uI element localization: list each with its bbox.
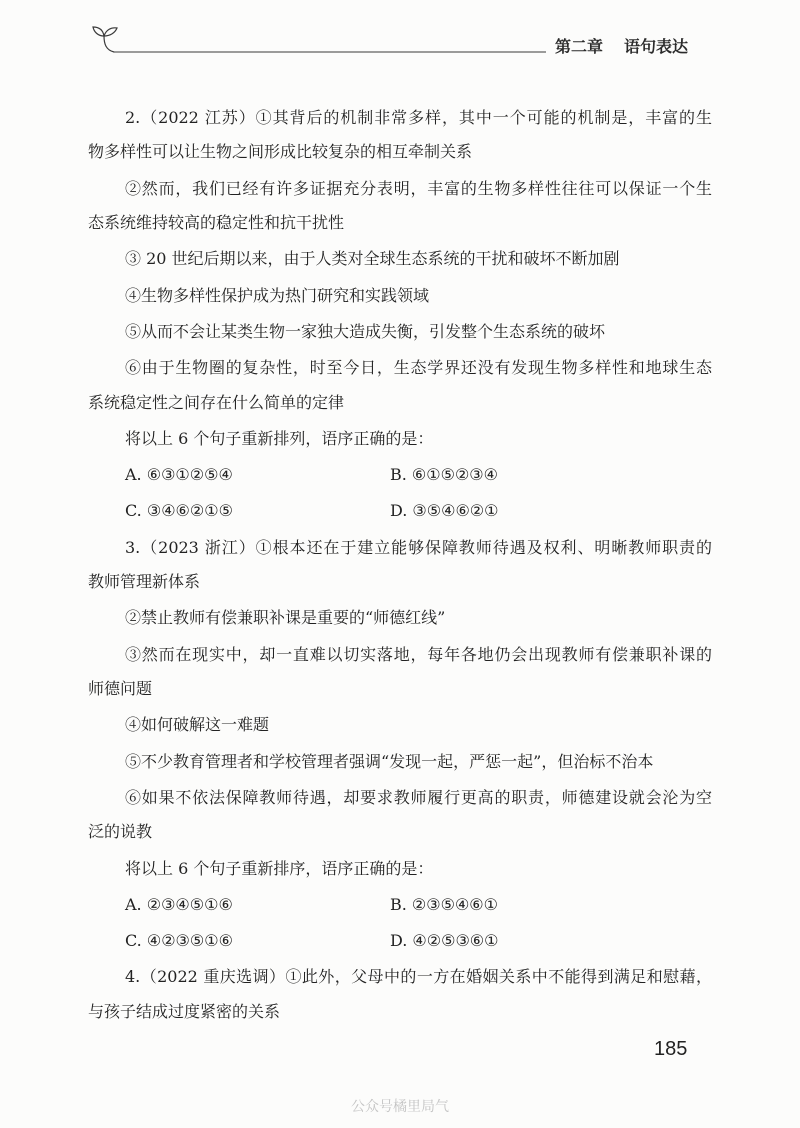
- text-line: ⑤从而不会让某类生物一家独大造成失衡，引发整个生态系统的破坏: [125, 321, 606, 341]
- text-line: 态系统维持较高的稳定性和抗干扰性: [88, 213, 345, 232]
- option-a: A. ⑥③①②⑤④: [125, 465, 233, 484]
- question-3-sentence-3: [88, 638, 712, 707]
- text-line: ⑥如果不依法保障教师待遇，却要求教师履行更高的职责，师德建设就会沦为空: [125, 787, 712, 807]
- question-3-options-row-2: [88, 924, 712, 959]
- question-3-sentence-2: [88, 601, 712, 636]
- question-3-sentence-6: [88, 781, 712, 850]
- text-line: ②禁止教师有偿兼职补课是重要的“师德红线”: [125, 608, 446, 628]
- option-c: C. ③④⑥②①⑤: [125, 501, 233, 521]
- text-line: 与孩子结成过度紧密的关系: [88, 1001, 281, 1021]
- text-line: ②然而，我们已经有许多证据充分表明，丰富的生物多样性往往可以保证一个生: [125, 178, 712, 198]
- text-line: 4.（2022 重庆选调）①此外，父母中的一方在婚姻关系中不能得到满足和慰藉，: [125, 967, 712, 987]
- question-2-stem: [88, 101, 712, 170]
- text-line: 将以上 6 个句子重新排列，语序正确的是：: [125, 428, 434, 448]
- question-2-sentence-3: [88, 242, 712, 277]
- option-c: C. ④②③⑤①⑥: [125, 931, 233, 950]
- page-content: [88, 101, 712, 1030]
- option-a: A. ②③④⑤①⑥: [125, 894, 233, 914]
- question-2-sentence-5: [88, 315, 712, 350]
- question-2-prompt: [88, 422, 712, 457]
- text-line: 教师管理新体系: [88, 572, 201, 591]
- page-number: 185: [654, 1038, 688, 1060]
- option-b: B. ⑥①⑤②③④: [390, 465, 498, 484]
- text-line: 师德问题: [88, 679, 153, 698]
- question-3-stem: [88, 531, 712, 600]
- text-line: 物多样性可以让生物之间形成比较复杂的相互牵制关系: [88, 142, 473, 162]
- section-title: 语句表达: [624, 37, 689, 56]
- option-b: B. ②③⑤④⑥①: [390, 894, 498, 914]
- question-2-sentence-2: [88, 172, 712, 241]
- question-3-prompt: [88, 852, 712, 887]
- question-2-options-row-1: [88, 458, 712, 493]
- question-3-options-row-1: [88, 888, 712, 923]
- option-d: D. ④②⑤③⑥①: [390, 931, 499, 950]
- question-4-stem: [88, 960, 712, 1029]
- text-line: ⑥由于生物圈的复杂性，时至今日，生态学界还没有发现生物多样性和地球生态: [125, 358, 712, 377]
- question-2-sentence-6: [88, 351, 712, 420]
- text-line: 泛的说教: [88, 822, 153, 842]
- sprout-icon: [88, 20, 548, 60]
- text-line: ④如何破解这一难题: [125, 715, 270, 735]
- text-line: 系统稳定性之间存在什么简单的定律: [88, 392, 345, 412]
- text-line: ③然而在现实中，却一直难以切实落地，每年各地仍会出现教师有偿兼职补课的: [125, 644, 712, 664]
- text-line: 2.（2022 江苏）①其背后的机制非常多样，其中一个可能的机制是，丰富的生: [125, 107, 712, 127]
- watermark: 公众号橘里局气: [351, 1099, 449, 1115]
- text-line: 将以上 6 个句子重新排序，语序正确的是：: [125, 858, 434, 878]
- text-line: 3.（2023 浙江）①根本还在于建立能够保障教师待遇及权利、明晰教师职责的: [125, 537, 712, 557]
- text-line: ⑤不少教育管理者和学校管理者强调“发现一起，严惩一起”，但治标不治本: [125, 751, 654, 771]
- text-line: ④生物多样性保护成为热门研究和实践领域: [125, 285, 430, 305]
- question-3-sentence-5: [88, 745, 712, 780]
- chapter-title: 第二章: [555, 37, 604, 56]
- question-3-sentence-4: [88, 708, 712, 743]
- question-2-sentence-4: [88, 279, 712, 314]
- question-2-options-row-2: [88, 494, 712, 529]
- option-d: D. ③⑤④⑥②①: [390, 501, 499, 521]
- text-line: ③ 20 世纪后期以来，由于人类对全球生态系统的干扰和破坏不断加剧: [125, 249, 620, 269]
